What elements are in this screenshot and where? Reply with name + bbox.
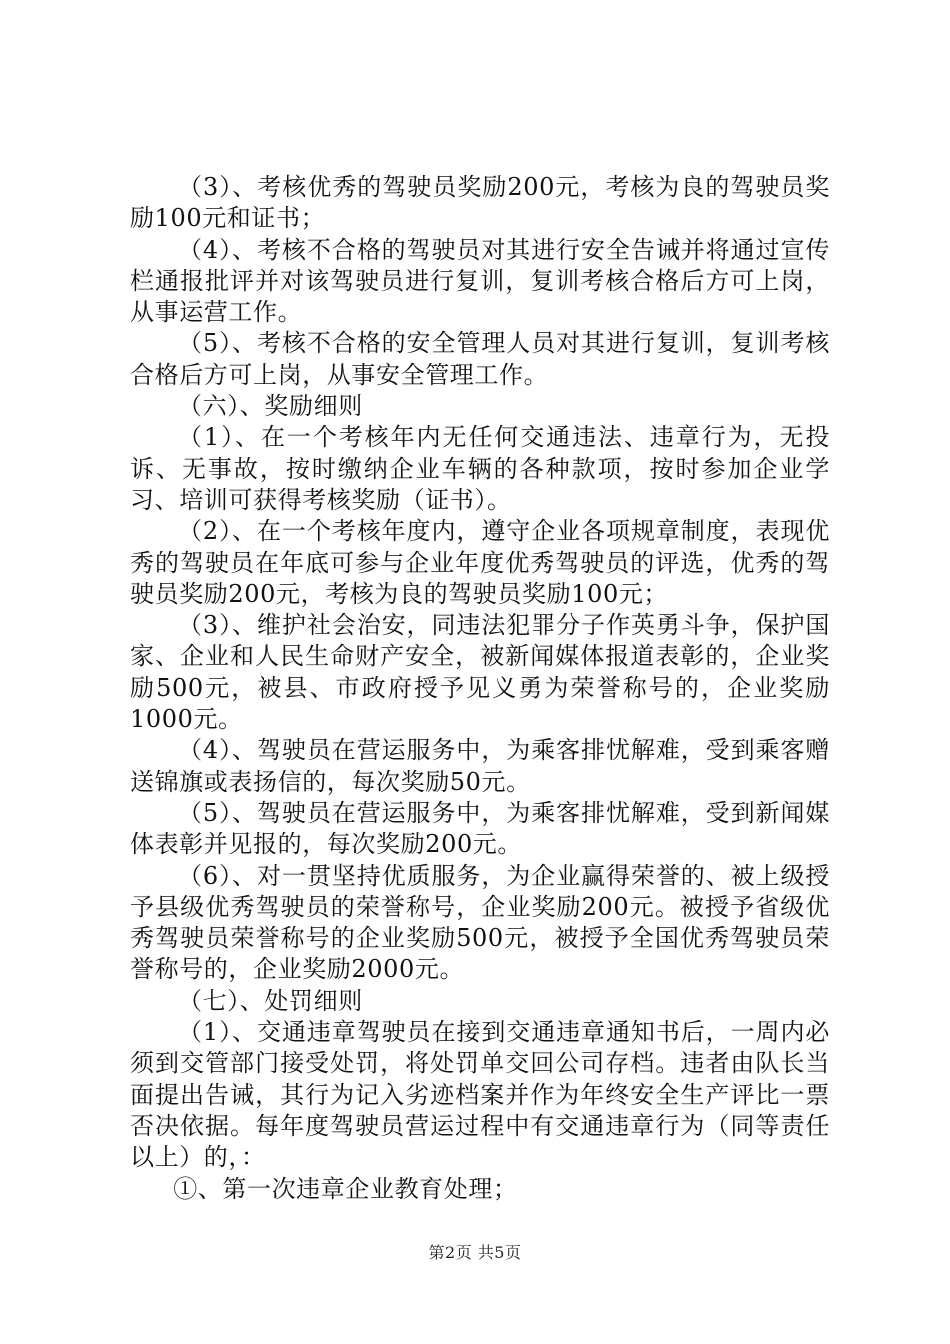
paragraph-first-violation: ①、第一次违章企业教育处理； — [173, 1174, 518, 1203]
document-body — [130, 172, 830, 1205]
page-number-footer: 第2页 共5页 — [428, 1243, 522, 1262]
paragraph-penalties-1: （1）、交通违章驾驶员在接到交通违章通知书后，一周内必须到交管部门接受处罚，将处罚单交回公司存档。违者由队长当面提出告诫，其行为记入劣迹档案并作为年终安全生产评比一票否决依据。每年度驾驶员营运过程中有交通违章行为（同等责任以上）的，： — [130, 1018, 830, 1172]
paragraph-rewards-5: （5）、驾驶员在营运服务中，为乘客排忧解难，受到新闻媒体表彰并见报的，每次奖励200元。 — [130, 798, 830, 859]
paragraph-penalty-4: （4）、考核不合格的驾驶员对其进行安全告诫并将通过宣传栏通报批评并对该驾驶员进行复训，复训考核合格后方可上岗，从事运营工作。 — [130, 235, 830, 327]
paragraph-rewards-3: （3）、维护社会治安，同违法犯罪分子作英勇斗争，保护国家、企业和人民生命财产安全，被新闻媒体报道表彰的，企业奖励500元，被县、市政府授予见义勇为荣誉称号的，企业奖励1000元。 — [130, 611, 830, 734]
section-heading-penalties: （七）、处罚细则 — [178, 986, 363, 1015]
paragraph-penalty-5: （5）、考核不合格的安全管理人员对其进行复训，复训考核合格后方可上岗，从事安全管理工作。 — [130, 329, 830, 389]
paragraph-reward-3: （3）、考核优秀的驾驶员奖励200元，考核为良的驾驶员奖励100元和证书； — [130, 173, 830, 233]
section-heading-rewards: （六）、奖励细则 — [178, 392, 363, 421]
paragraph-rewards-6: （6）、对一贯坚持优质服务，为企业赢得荣誉的、被上级授予县级优秀驾驶员的荣誉称号，企业奖励200元。被授予省级优秀驾驶员荣誉称号的企业奖励500元，被授予全国优秀驾驶员荣誉称号的，企业奖励2000元。 — [130, 861, 830, 984]
paragraph-rewards-1: （1）、在一个考核年内无任何交通违法、违章行为，无投诉、无事故，按时缴纳企业车辆的各种款项，按时参加企业学习、培训可获得考核奖励（证书）。 — [130, 423, 830, 514]
paragraph-rewards-2: （2）、在一个考核年度内，遵守企业各项规章制度，表现优秀的驾驶员在年底可参与企业年度优秀驾驶员的评选，优秀的驾驶员奖励200元，考核为良的驾驶员奖励100元； — [130, 517, 830, 608]
paragraph-rewards-4: （4）、驾驶员在营运服务中，为乘客排忧解难，受到乘客赠送锦旗或表扬信的，每次奖励50元。 — [130, 736, 830, 796]
